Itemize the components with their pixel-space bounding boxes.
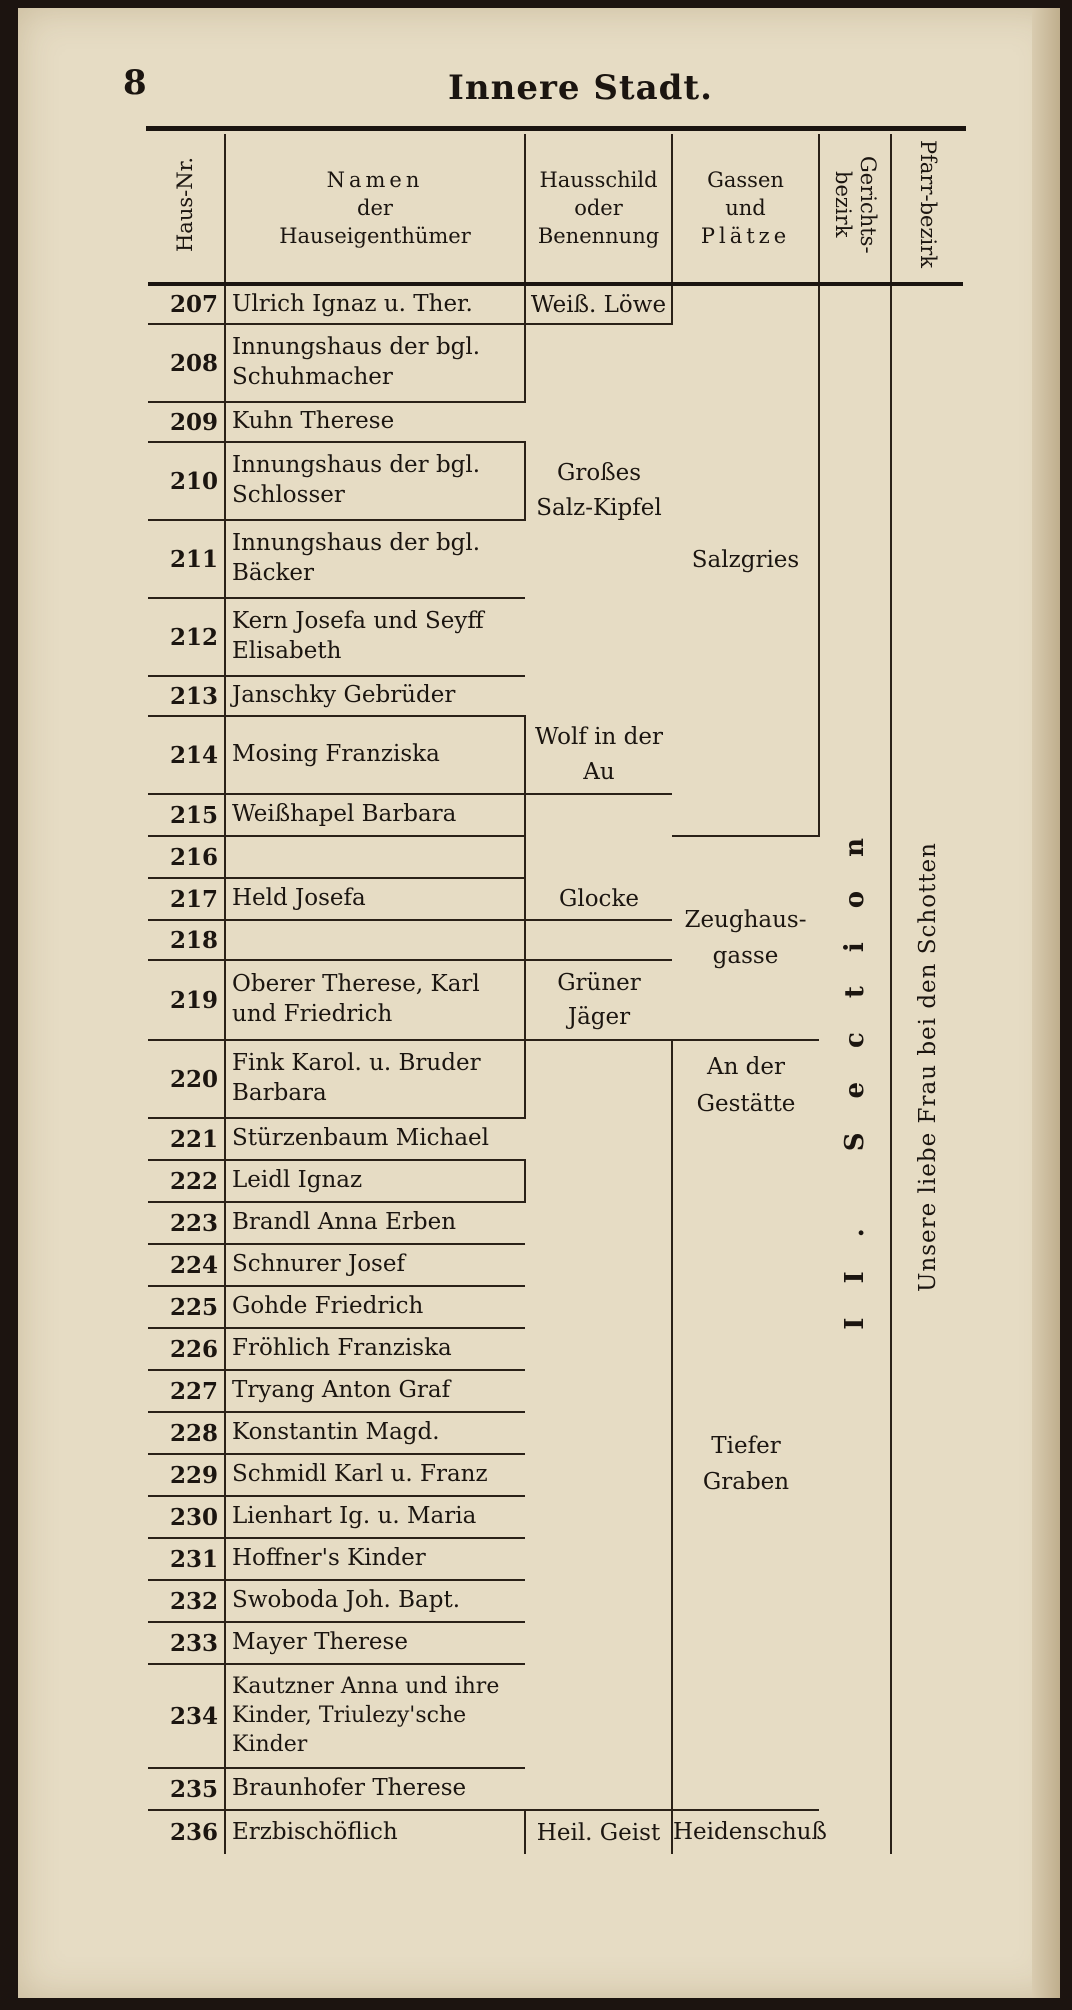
house-number: 219 <box>148 960 225 1040</box>
house-number: 232 <box>148 1580 225 1622</box>
owner-name: Schnurer Josef <box>225 1244 525 1286</box>
house-number: 228 <box>148 1412 225 1454</box>
house-register-table <box>148 134 963 1854</box>
owner-name: Hoffner's Kinder <box>225 1538 525 1580</box>
street-name: An der Gestätte <box>696 1054 796 1118</box>
owner-name: Held Josefa <box>225 878 525 920</box>
owner-name: Kuhn Therese <box>225 402 525 442</box>
house-sign-empty <box>525 794 672 878</box>
street-name: Salzgries <box>672 284 819 836</box>
owner-name: Schmidl Karl u. Franz <box>225 1454 525 1496</box>
house-number: 213 <box>148 676 225 716</box>
book-page <box>18 8 1060 1998</box>
house-sign-empty <box>525 920 672 960</box>
house-number: 218 <box>148 920 225 960</box>
owner-name <box>225 836 525 878</box>
house-number: 216 <box>148 836 225 878</box>
house-sign: Wolf in der Au <box>525 716 672 794</box>
owner-name: Oberer Therese, Karl und Friedrich <box>225 960 525 1040</box>
owner-name: Innungshaus der bgl. Bäcker <box>225 520 525 598</box>
column-header-parish: Pfarr-bezirk <box>891 134 963 284</box>
house-number: 221 <box>148 1118 225 1160</box>
owner-name: Brandl Anna Erben <box>225 1202 525 1244</box>
house-number: 217 <box>148 878 225 920</box>
house-number: 224 <box>148 1244 225 1286</box>
house-number: 236 <box>148 1810 225 1854</box>
running-title: Innere Stadt. <box>448 68 713 108</box>
owner-name: Braunhofer Therese <box>225 1768 525 1810</box>
owner-name: Ulrich Ignaz u. Ther. <box>225 284 525 324</box>
owner-name: Weißhapel Barbara <box>225 794 525 836</box>
house-sign: Glocke <box>525 878 672 920</box>
house-number: 233 <box>148 1622 225 1664</box>
owner-name: Janschky Gebrüder <box>225 676 525 716</box>
house-sign: Weiß. Löwe <box>525 284 672 324</box>
house-sign: Heil. Geist <box>525 1810 672 1854</box>
house-number: 231 <box>148 1538 225 1580</box>
house-number: 215 <box>148 794 225 836</box>
house-sign: Großes Salz-Kipfel <box>536 460 662 521</box>
house-number: 234 <box>148 1664 225 1768</box>
parish-name: Unsere liebe Frau bei den Schotten <box>914 842 941 1293</box>
house-number: 229 <box>148 1454 225 1496</box>
house-number: 212 <box>148 598 225 676</box>
house-number: 207 <box>148 284 225 324</box>
house-number: 222 <box>148 1160 225 1202</box>
owner-name: Lienhart Ig. u. Maria <box>225 1496 525 1538</box>
house-number: 230 <box>148 1496 225 1538</box>
owner-name: Mayer Therese <box>225 1622 525 1664</box>
owner-name: Konstantin Magd. <box>225 1412 525 1454</box>
owner-name: Stürzenbaum Michael <box>225 1118 525 1160</box>
owner-name: Mosing Franziska <box>225 716 525 794</box>
house-number: 210 <box>148 442 225 520</box>
owner-name: Erzbischöflich <box>225 1810 525 1854</box>
house-sign: Grüner Jäger <box>525 960 672 1040</box>
owner-name: Leidl Ignaz <box>225 1160 525 1202</box>
column-header-house-number: Haus-Nr. <box>148 134 225 284</box>
house-number: 226 <box>148 1328 225 1370</box>
page-number: 8 <box>123 63 147 103</box>
owner-name: Kern Josefa und Seyff Elisabeth <box>225 598 525 676</box>
house-number: 235 <box>148 1768 225 1810</box>
owner-name: Innungshaus der bgl. Schuhmacher <box>225 324 525 402</box>
house-sign-empty <box>525 324 672 442</box>
house-number: 209 <box>148 402 225 442</box>
table-header-row <box>148 134 963 284</box>
street-name: Tiefer Graben <box>702 1432 790 1496</box>
owner-name: Gohde Friedrich <box>225 1286 525 1328</box>
column-header-sign: Hausschild oder Benennung <box>525 134 672 284</box>
house-number: 214 <box>148 716 225 794</box>
house-sign-empty <box>525 1040 672 1810</box>
column-header-street: Gassen und Plätze <box>672 134 819 284</box>
column-header-owner: Namen der Hauseigenthümer <box>225 134 525 284</box>
table-row <box>148 284 963 324</box>
court-section: II. Section <box>819 284 891 1854</box>
header-rule <box>146 126 966 131</box>
house-number: 208 <box>148 324 225 402</box>
street-name: Zeughaus-gasse <box>672 836 819 1040</box>
house-number: 227 <box>148 1370 225 1412</box>
column-header-court: Gerichts-bezirk <box>819 134 891 284</box>
house-number: 225 <box>148 1286 225 1328</box>
owner-name <box>225 920 525 960</box>
house-number: 223 <box>148 1202 225 1244</box>
house-number: 220 <box>148 1040 225 1118</box>
house-number: 211 <box>148 520 225 598</box>
owner-name: Tryang Anton Graf <box>225 1370 525 1412</box>
owner-name: Fröhlich Franziska <box>225 1328 525 1370</box>
page-edge <box>1032 8 1060 1998</box>
owner-name: Innungshaus der bgl. Schlosser <box>225 442 525 520</box>
owner-name: Kautzner Anna und ihre Kinder, Triulezy'sche Kinder <box>225 1664 525 1768</box>
owner-name: Swoboda Joh. Bapt. <box>225 1580 525 1622</box>
owner-name: Fink Karol. u. Bruder Barbara <box>225 1040 525 1118</box>
street-name: Heidenschuß <box>672 1810 819 1854</box>
